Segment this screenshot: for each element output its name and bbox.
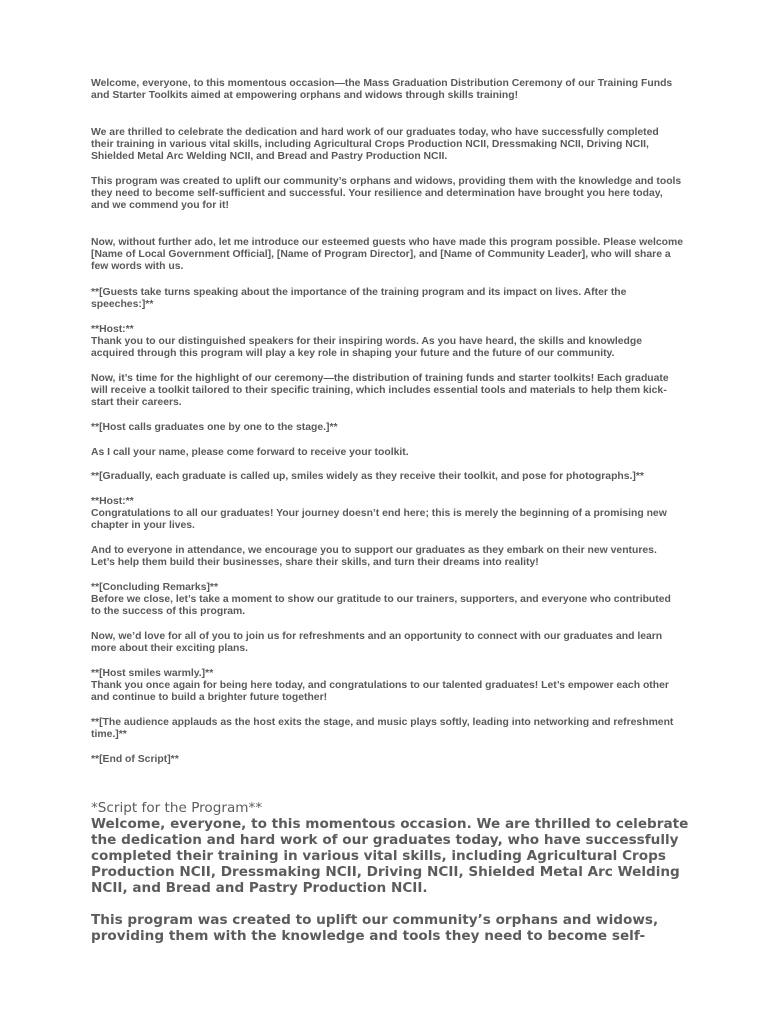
- script-paragraph-welcome: Welcome, everyone, to this momentous occasion. We are thrilled to celebrate the dedication and hard work of our graduates today, who have successfully completed their training in various vital skills, including Agricultural Crops Production NCII, Dressmaking NCII, Driving NCII, Shielded Metal Arc Welding NCII, and Bread and Pastry Production NCII.: [91, 816, 689, 896]
- stage-direction-graduates-called: **[Gradually, each graduate is called up, smiles widely as they receive their toolkit, and pose for photographs.]**: [91, 471, 644, 482]
- paragraph-support-graduates: And to everyone in attendance, we encourage you to support our graduates as they embark on their new ventures. Let’s help them build their businesses, share their skills, and turn their dreams into reality!: [91, 545, 657, 569]
- paragraph-call-name: As I call your name, please come forward to receive your toolkit.: [91, 447, 409, 458]
- speaker-label-host: **Host:**: [91, 496, 134, 507]
- paragraph-refreshments: Now, we’d love for all of you to join us for refreshments and an opportunity to connect with our graduates and learn more about their exciting plans.: [91, 631, 663, 655]
- paragraph-introduce-guests: Now, without further ado, let me introduce our esteemed guests who have made this program possible. Please welcome [Name of Local Government Official], [Name of Program Director], and [Name of Community Leader], who will share a few words with us.: [91, 237, 684, 273]
- speaker-label-host: **Host:**: [91, 324, 134, 335]
- paragraph-welcome: Welcome, everyone, to this momentous occasion—the Mass Graduation Distribution Ceremony of our Training Funds and Starter Toolkits aimed at empowering orphans and widows through skills training!: [91, 78, 673, 102]
- stage-direction-call-graduates: **[Host calls graduates one by one to the stage.]**: [91, 422, 338, 433]
- script-paragraph-program-purpose: This program was created to uplift our community’s orphans and widows, providing them with the knowledge and tools they need to become self-: [91, 912, 659, 944]
- paragraph-gratitude: Before we close, let’s take a moment to show our gratitude to our trainers, supporters, and everyone who contributed to the success of this program.: [91, 594, 671, 618]
- paragraph-highlight: Now, it’s time for the highlight of our ceremony—the distribution of training funds and starter toolkits! Each graduate will receive a toolkit tailored to their specific training, which includes essential tools and materials to help them kick-start their careers.: [91, 373, 669, 409]
- paragraph-program-purpose: This program was created to uplift our community’s orphans and widows, providing them with the knowledge and tools they need to become self-sufficient and successful. Your resilience and determination have brought you here today, and we commend you for it!: [91, 176, 682, 212]
- section-label-concluding-remarks: **[Concluding Remarks]**: [91, 582, 219, 593]
- script-heading: *Script for the Program**: [91, 800, 263, 816]
- paragraph-thank-you: Thank you once again for being here today, and congratulations to our talented graduates! Let’s empower each other and continue to build a brighter future together!: [91, 680, 669, 704]
- stage-direction-host-smiles: **[Host smiles warmly.]**: [91, 668, 214, 679]
- stage-direction-guest-speeches: **[Guests take turns speaking about the importance of the training program and its impact on lives. After the speeches:]**: [91, 287, 627, 311]
- stage-direction-audience-applauds: **[The audience applauds as the host exits the stage, and music plays softly, leading into networking and refreshment time.]**: [91, 717, 674, 741]
- paragraph-celebrate: We are thrilled to celebrate the dedication and hard work of our graduates today, who have successfully completed their training in various vital skills, including Agricultural Crops Production NCII, Dressmaking NCII, Driving NCII, Shielded Metal Arc Welding NCII, and Bread and Pastry Production NCII.: [91, 127, 659, 163]
- end-of-script-label: **[End of Script]**: [91, 754, 179, 765]
- paragraph-congratulations: Congratulations to all our graduates! Your journey doesn’t end here; this is merely the beginning of a promising new chapter in your lives.: [91, 508, 667, 532]
- paragraph-thank-speakers: Thank you to our distinguished speakers for their inspiring words. As you have heard, the skills and knowledge acquired through this program will play a key role in shaping your future and the future of our community.: [91, 336, 643, 360]
